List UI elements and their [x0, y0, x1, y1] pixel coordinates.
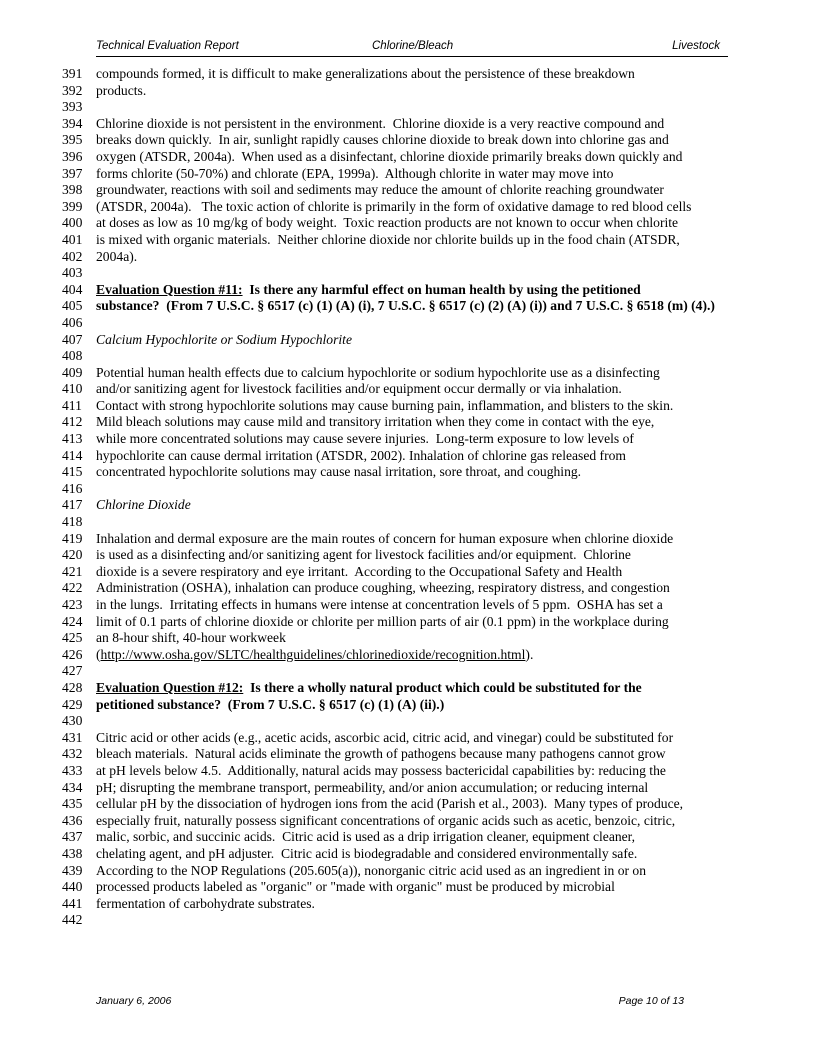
line-text	[96, 796, 683, 813]
text-segment: Chlorine dioxide is not persistent in the environment. Chlorine dioxide is a very reactive compound and	[96, 115, 665, 131]
line-number: 404	[62, 281, 83, 297]
text-line	[0, 746, 816, 763]
text-segment: fermentation of carbohydrate substrates.	[96, 895, 315, 911]
text-segment: is mixed with organic materials. Neither chlorine dioxide nor chlorite builds up in the food chain (ATSDR,	[96, 231, 680, 247]
line-text	[96, 298, 715, 315]
line-number: 439	[62, 862, 83, 878]
line-number: 392	[62, 82, 83, 98]
line-number: 395	[62, 132, 83, 148]
line-number: 410	[62, 381, 83, 397]
line-text	[96, 232, 680, 249]
text-segment: bleach materials. Natural acids eliminate the growth of pathogens because many pathogens cannot grow	[96, 746, 666, 762]
text-line	[0, 813, 816, 830]
text-line	[0, 780, 816, 797]
text-segment: Administration (OSHA), inhalation can produce coughing, wheezing, respiratory distress, and congestion	[96, 580, 670, 596]
line-number: 405	[62, 298, 83, 314]
line-text	[96, 680, 642, 697]
line-text	[96, 564, 622, 581]
line-number: 438	[62, 845, 83, 861]
line-text	[96, 199, 691, 216]
line-text	[96, 282, 641, 299]
text-line	[0, 348, 816, 365]
question-heading-text: Evaluation Question #11:	[96, 281, 243, 297]
text-segment: at doses as low as 10 mg/kg of body weight. Toxic reaction products are not known to occur when chlorite	[96, 215, 679, 231]
text-segment: while more concentrated solutions may cause severe injuries. Long-term exposure to low levels of	[96, 431, 634, 447]
text-line	[0, 315, 816, 332]
text-line	[0, 215, 816, 232]
line-number: 425	[62, 630, 83, 646]
line-text	[96, 66, 635, 83]
text-segment: Potential human health effects due to calcium hypochlorite or sodium hypochlorite use as a disinfecting	[96, 364, 660, 380]
line-text	[96, 149, 682, 166]
line-text	[96, 647, 533, 664]
line-text	[96, 398, 673, 415]
text-line	[0, 431, 816, 448]
line-text	[96, 116, 664, 133]
text-line	[0, 199, 816, 216]
text-segment: in the lungs. Irritating effects in humans were intense at concentration levels of 5 ppm. OSHA has set a	[96, 597, 663, 612]
text-segment: forms chlorite (50-70%) and chlorate (EPA, 1999a). Although chlorite in water may move into	[96, 165, 614, 181]
line-number: 407	[62, 331, 83, 347]
line-text	[96, 597, 663, 614]
footer-date: January 6, 2006	[96, 995, 172, 1007]
question-heading-text: petitioned substance? (From 7 U.S.C. § 6517 (c) (1) (A) (ii).)	[96, 696, 445, 712]
text-segment: oxygen (ATSDR, 2004a). When used as a disinfectant, chlorine dioxide primarily breaks down quickly and	[96, 148, 683, 164]
line-number: 421	[62, 563, 83, 579]
text-line	[0, 680, 816, 697]
text-segment: (	[96, 646, 101, 662]
section-subheading: Chlorine Dioxide	[96, 497, 191, 513]
header-rule	[96, 56, 728, 57]
line-text	[96, 215, 678, 232]
text-line	[0, 630, 816, 647]
text-line	[0, 580, 816, 597]
line-number: 391	[62, 66, 83, 81]
line-number: 408	[62, 348, 83, 364]
line-number: 423	[62, 597, 83, 612]
text-segment: Contact with strong hypochlorite solutions may cause burning pain, inflammation, and blisters to the skin.	[96, 397, 674, 413]
text-line	[0, 730, 816, 747]
line-text	[96, 381, 622, 398]
text-line	[0, 365, 816, 382]
line-number: 435	[62, 796, 83, 812]
line-number: 406	[62, 314, 83, 330]
text-segment: breaks down quickly. In air, sunlight rapidly causes chlorine dioxide to break down into chlorine gas and	[96, 132, 669, 148]
text-segment: According to the NOP Regulations (205.605(a)), nonorganic citric acid used as an ingredient in or on	[96, 862, 647, 878]
line-number: 400	[62, 215, 83, 231]
line-number: 411	[62, 397, 82, 413]
line-number: 419	[62, 530, 83, 546]
question-heading-text: Is there a wholly natural product which could be substituted for the	[243, 679, 642, 695]
text-line	[0, 149, 816, 166]
text-segment: products.	[96, 82, 147, 98]
text-line	[0, 381, 816, 398]
text-line	[0, 332, 816, 349]
text-segment: 2004a).	[96, 248, 138, 264]
text-segment: compounds formed, it is difficult to make generalizations about the persistence of these breakdown	[96, 66, 635, 81]
line-number: 415	[62, 464, 83, 480]
running-footer	[96, 995, 720, 1010]
text-line	[0, 846, 816, 863]
text-segment: Citric acid or other acids (e.g., acetic acids, ascorbic acid, citric acid, and vinegar) could be substituted for	[96, 729, 674, 745]
line-text	[96, 580, 670, 597]
text-line	[0, 564, 816, 581]
line-text	[96, 464, 581, 481]
text-segment: pH; disrupting the membrane transport, permeability, and/or anion accumulation; or reducing internal	[96, 779, 649, 795]
header-category: Livestock	[672, 40, 720, 52]
text-segment: and/or sanitizing agent for livestock facilities and/or equipment occur dermally or via inhalation.	[96, 381, 622, 397]
line-number: 428	[62, 679, 83, 695]
line-number: 429	[62, 696, 83, 712]
line-number: 396	[62, 148, 83, 164]
text-line	[0, 531, 816, 548]
text-segment: concentrated hypochlorite solutions may cause nasal irritation, sore throat, and coughing.	[96, 464, 582, 480]
line-text	[96, 182, 664, 199]
line-text	[96, 829, 635, 846]
text-segment: an 8-hour shift, 40-hour workweek	[96, 630, 286, 646]
text-segment: (ATSDR, 2004a). The toxic action of chlorite is primarily in the form of oxidative damage to red blood cells	[96, 198, 692, 214]
line-text	[96, 730, 673, 747]
line-text	[96, 697, 444, 714]
line-text	[96, 879, 615, 896]
line-number: 418	[62, 514, 83, 530]
line-text	[96, 249, 137, 266]
text-line	[0, 896, 816, 913]
text-segment: processed products labeled as "organic" or "made with organic" must be produced by microbial	[96, 879, 615, 895]
section-subheading: Calcium Hypochlorite or Sodium Hypochlorite	[96, 331, 352, 347]
line-number: 437	[62, 829, 83, 845]
line-number: 427	[62, 663, 83, 679]
question-heading-text: substance? (From 7 U.S.C. § 6517 (c) (1) (A) (i), 7 U.S.C. § 6517 (c) (2) (A) (i)) and 7 U.S.C. § 6518 (m) (4).)	[96, 298, 715, 314]
text-line	[0, 249, 816, 266]
line-number: 409	[62, 364, 83, 380]
text-line	[0, 497, 816, 514]
text-line	[0, 448, 816, 465]
line-number: 422	[62, 580, 83, 596]
text-line	[0, 663, 816, 680]
text-line	[0, 414, 816, 431]
document-body	[0, 66, 816, 929]
line-text	[96, 497, 191, 514]
line-number: 432	[62, 746, 83, 762]
text-line	[0, 879, 816, 896]
line-text	[96, 83, 146, 100]
line-text	[96, 166, 613, 183]
line-text	[96, 863, 646, 880]
line-number: 399	[62, 198, 83, 214]
running-header	[96, 40, 720, 55]
line-number: 424	[62, 613, 83, 629]
line-number: 393	[62, 99, 83, 115]
line-number: 403	[62, 265, 83, 281]
text-segment: especially fruit, naturally possess significant concentrations of organic acids such as acetic, benzoic, citric,	[96, 812, 676, 828]
line-text	[96, 448, 626, 465]
line-text	[96, 414, 654, 431]
text-line	[0, 99, 816, 116]
text-line	[0, 481, 816, 498]
line-text	[96, 896, 315, 913]
text-segment: Inhalation and dermal exposure are the main routes of concern for human exposure when chlorine dioxide	[96, 530, 674, 546]
text-line	[0, 912, 816, 929]
text-line	[0, 282, 816, 299]
text-line	[0, 713, 816, 730]
header-topic: Chlorine/Bleach	[372, 40, 454, 52]
line-text	[96, 365, 660, 382]
text-segment: groundwater, reactions with soil and sediments may reduce the amount of chlorite reaching groundwater	[96, 182, 664, 198]
text-line	[0, 614, 816, 631]
line-text	[96, 132, 669, 149]
line-number: 394	[62, 115, 83, 131]
text-line	[0, 796, 816, 813]
text-segment: at pH levels below 4.5. Additionally, natural acids may possess bactericidal capabilities by: reducing the	[96, 762, 666, 778]
line-number: 414	[62, 447, 83, 463]
text-line	[0, 763, 816, 780]
text-segment: is used as a disinfecting and/or sanitizing agent for livestock facilities and/or equipment. Chlorine	[96, 547, 631, 563]
text-line	[0, 232, 816, 249]
line-text	[96, 813, 675, 830]
text-line	[0, 464, 816, 481]
line-text	[96, 780, 648, 797]
text-segment: dioxide is a severe respiratory and eye irritant. According to the Occupational Safety and Health	[96, 563, 623, 579]
text-segment: chelating agent, and pH adjuster. Citric acid is biodegradable and considered environmentally safe.	[96, 845, 638, 861]
line-number: 402	[62, 248, 83, 264]
text-segment: Mild bleach solutions may cause mild and transitory irritation when they come in contact with the eye,	[96, 414, 655, 430]
line-text	[96, 746, 666, 763]
question-heading-text: Is there any harmful effect on human health by using the petitioned	[242, 281, 641, 297]
line-text	[96, 547, 631, 564]
text-line	[0, 647, 816, 664]
line-number: 436	[62, 812, 83, 828]
text-line	[0, 514, 816, 531]
text-line	[0, 298, 816, 315]
osha-link[interactable]: http://www.osha.gov/SLTC/healthguidelines/chlorinedioxide/recognition.html	[100, 646, 526, 662]
line-number: 398	[62, 182, 83, 198]
footer-page-number: Page 10 of 13	[618, 995, 684, 1007]
line-number: 433	[62, 762, 83, 778]
text-segment: malic, sorbic, and succinic acids. Citric acid is used as a drip irrigation cleaner, equipment cleaner,	[96, 829, 636, 845]
line-number: 412	[62, 414, 83, 430]
text-segment: cellular pH by the dissociation of hydrogen ions from the acid (Parish et al., 2003). Many types of produce,	[96, 796, 684, 812]
line-number: 426	[62, 646, 83, 662]
text-line	[0, 166, 816, 183]
line-number: 397	[62, 165, 83, 181]
line-number: 401	[62, 231, 83, 247]
line-text	[96, 846, 637, 863]
line-number: 434	[62, 779, 83, 795]
text-line	[0, 863, 816, 880]
line-number: 442	[62, 912, 83, 928]
line-text	[96, 332, 352, 349]
text-segment: hypochlorite can cause dermal irritation (ATSDR, 2002). Inhalation of chlorine gas released from	[96, 447, 626, 463]
text-line	[0, 83, 816, 100]
line-text	[96, 431, 634, 448]
line-text	[96, 531, 673, 548]
line-text	[96, 630, 286, 647]
text-segment: ).	[525, 646, 534, 662]
line-number: 430	[62, 713, 83, 729]
text-line	[0, 597, 816, 614]
line-number: 420	[62, 547, 83, 563]
text-line	[0, 829, 816, 846]
text-line	[0, 132, 816, 149]
text-line	[0, 547, 816, 564]
text-segment: limit of 0.1 parts of chlorine dioxide or chlorite per million parts of air (0.1 ppm) in the workplace during	[96, 613, 669, 629]
question-heading-text: Evaluation Question #12:	[96, 679, 244, 695]
line-number: 441	[62, 895, 83, 911]
text-line	[0, 66, 816, 83]
line-number: 431	[62, 729, 83, 745]
line-text	[96, 763, 666, 780]
text-line	[0, 182, 816, 199]
line-text	[96, 614, 669, 631]
line-number: 440	[62, 879, 83, 895]
text-line	[0, 116, 816, 133]
text-line	[0, 265, 816, 282]
line-number: 416	[62, 480, 83, 496]
header-report-title: Technical Evaluation Report	[96, 40, 239, 52]
line-number: 413	[62, 431, 83, 447]
line-number: 417	[62, 497, 83, 513]
text-line	[0, 697, 816, 714]
text-line	[0, 398, 816, 415]
